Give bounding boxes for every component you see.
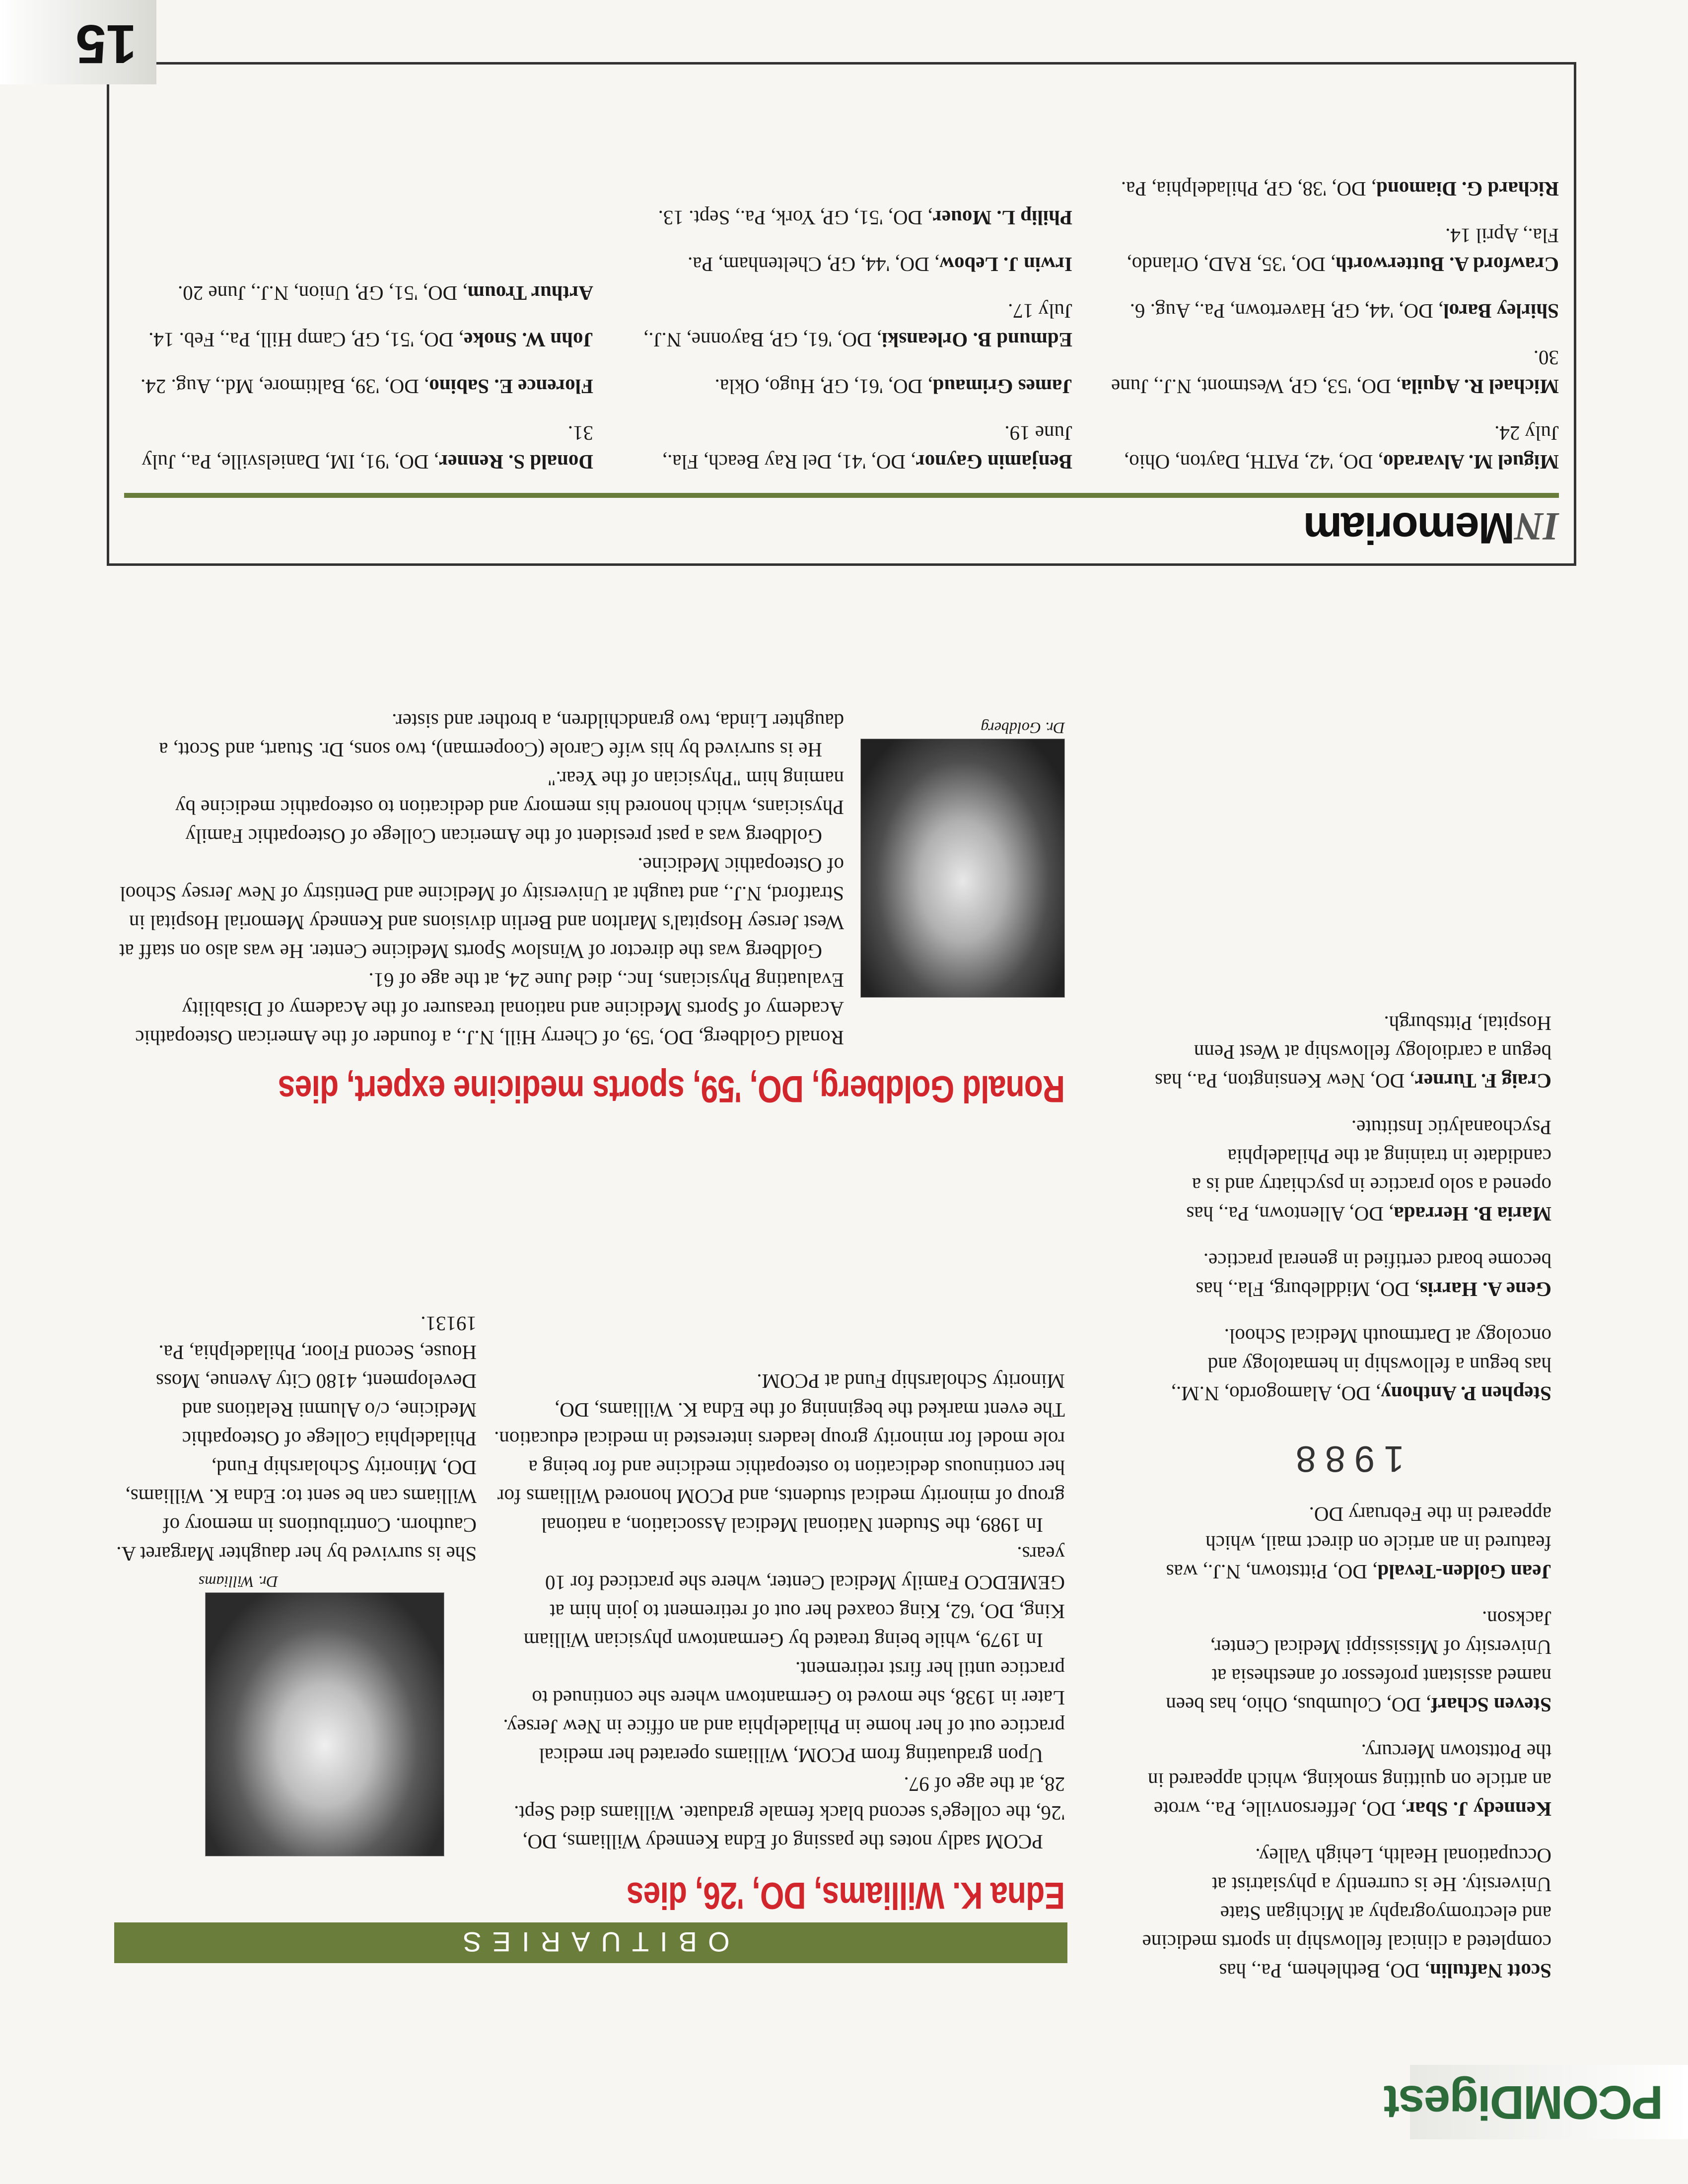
section-label: OBITUARIES [452, 1926, 730, 1958]
memoriam-entry: James Grimaud, DO, '61, GP, Hugo, Okla. [714, 375, 1072, 398]
in-memoriam-title [1304, 503, 1559, 553]
logo-text: PCOMDigest [1384, 2076, 1663, 2129]
in-memoriam-main: Memoriam [1304, 504, 1515, 553]
memoriam-entry: Arthur Troum, DO, '51, GP, Union, N.J., June 20. [178, 282, 593, 305]
goldberg-paragraph: Goldberg was the director of Winslow Sports Medicine Center. He was also on staff at West Jersey Hospital's Marlton and Berlin divisions and Kennedy Memorial Hospital in Stratford, N.J., and taught at University of Medicine and Dentistry of New Jersey School of Osteopathic Medicine. [119, 854, 844, 963]
williams-paragraph: PCOM sadly notes the passing of Edna Kennedy Williams, DO, '26, the college's second black female graduate. Williams died Sept. 28, at the age of 97. [514, 1773, 1065, 1853]
alumni-note: Kennedy J. Sbar, DO, Jeffersonville, Pa., wrote an article on quitting smoking, which appeared in the Pottstown Mercury. [1148, 1740, 1551, 1821]
memoriam-entry: Shirley Barol, DO, '44, GP, Havertown, Pa., Aug. 6. [1129, 300, 1559, 323]
goldberg-photo-caption: Dr. Goldberg [981, 719, 1065, 737]
goldberg-paragraph: Goldberg was a past president of the American College of Osteopathic Family Physicians, which honored his memory and dedication to osteopathic medicine by naming him "Physician of the Year." [175, 767, 844, 848]
alumni-notes-before [1139, 1500, 1551, 1985]
alumni-note: Scott Naftulin, DO, Bethlehem, Pa., has completed a clinical fellowship in sports medicine and electromyography at Michigan State University. He is currently a physiatrist at Occupational Health, Lehigh Valley. [1142, 1844, 1551, 1982]
alumni-note: Gene A. Harris, DO, Middleburg, Fla., has become board certified in general practice. [1196, 1249, 1551, 1301]
section-band [114, 1922, 1067, 1963]
page-number: 15 [75, 13, 137, 74]
memoriam-entry: John W. Snoke, DO, '51, GP, Camp Hill, Pa., Feb. 14. [148, 329, 593, 351]
goldberg-paragraph: Ronald Goldberg, DO, '59, of Cherry Hill, N.J., a founder of the American Osteopathic Academy of Sports Medicine and national treasurer of the Academy of Disability Evaluating Physicians, Inc., died June 24, at the age of 61. [135, 969, 844, 1049]
in-memoriam-frame [107, 62, 1576, 566]
williams-body-col2 [114, 1309, 477, 1569]
williams-body [494, 1367, 1065, 1856]
memoriam-column-1 [1102, 157, 1559, 477]
memoriam-entry: Miguel M. Alvarado, DO, '42, PATH, Dayton, Ohio, July 24. [1124, 422, 1559, 474]
memoriam-entry: Philip L. Mouer, DO, '51, GP, York, Pa., Sept. 13. [658, 206, 1072, 229]
williams-photo-caption: Dr. Williams [198, 1573, 278, 1591]
alumni-note: Maria B. Herrada, DO, Allentown, Pa., has opened a solo practice in psychiatry and is a candidate in training at the Philadelphia Psychoanalytic Institute. [1186, 1116, 1551, 1226]
alumni-notes-after [1139, 1009, 1551, 1408]
memoriam-column-3 [127, 261, 593, 477]
memoriam-entry: Michael R. Aquila, DO, '53, GP, Westmont, N.J., June 30. [1111, 346, 1559, 398]
page-number-tab [0, 0, 156, 84]
williams-headline: Edna K. Williams, DO, '26, dies [627, 1874, 1065, 1916]
goldberg-photo [860, 739, 1065, 998]
goldberg-headline: Ronald Goldberg, DO, '59, sports medicine expert, dies [278, 1068, 1065, 1110]
in-memoriam-prefix: IN [1515, 504, 1559, 548]
alumni-note: Stephen P. Anthony, DO, Alamogordo, N.M., has begun a fellowship in hematology and oncology at Dartmouth Medical School. [1171, 1325, 1551, 1405]
alumni-note: Craig F. Turner, DO, New Kensington, Pa., has begun a cardiology fellowship at West Penn Hospital, Pittsburgh. [1154, 1012, 1551, 1092]
memoriam-entry: Florence E. Sabino, DO, '39, Baltimore, Md., Aug. 24. [140, 375, 593, 398]
memoriam-entry: Edmund B. Orleanski, DO, '61, GP, Bayonne, N.J., July 17. [643, 300, 1072, 351]
memoriam-entry: Donald S. Renner, DO, '91, IM, Danielsville, Pa., July 31. [141, 422, 593, 474]
memoriam-entry: Richard G. Diamond, DO, '38, GP, Philadelphia, Pa. [1121, 178, 1559, 201]
williams-paragraph: In 1989, the Student National Medical Association, a national group of minority medical students, and PCOM honored Williams for her continuous dedication to osteopathic medicine and for being a role model for minority group leaders interested in medical education. The event marked the beginning of the Edna K. Williams, DO, Minority Scholarship Fund at PCOM. [494, 1370, 1065, 1537]
memoriam-column-2 [626, 186, 1072, 477]
goldberg-paragraph: He is survived by his wife Carole (Cooperman), two sons, Dr. Stuart, and Scott, a daughter Linda, two grandchildren, a brother and sister. [159, 710, 844, 761]
williams-paragraph: She is survived by her daughter Margaret A. Cauthorn. Contributions in memory of Williams can be sent to: Edna K. Williams, DO, Minority Scholarship Fund, Philadelphia College of Osteopathic Medicine, c/o Alumni Relations and Development, 4180 City Avenue, Moss House, Second Floor, Philadelphia, Pa. 19131. [116, 1312, 477, 1566]
alumni-note: Jean Golden-Tevald, DO, Pittstown, N.J., was featured in an article on direct mail, which appeared in the February DO. [1166, 1503, 1551, 1583]
goldberg-body [114, 707, 844, 1052]
alumni-note: Steven Scharf, DO, Columbus, Ohio, has been named assistant professor of anesthesia at University of Mississippi Medical Center, Jackson. [1166, 1607, 1551, 1716]
year-heading: 1988 [1286, 1438, 1405, 1480]
in-memoriam-rule [124, 493, 1559, 498]
memoriam-entry: Benjamin Gaynor, DO, '41, Del Ray Beach, Fla., June 19. [662, 422, 1072, 474]
williams-photo [205, 1592, 444, 1856]
memoriam-entry: Crawford A. Butterworth, DO, '35, RAD, Orlando, Fla., April 14. [1126, 224, 1559, 276]
williams-paragraph: In 1979, while being treated by Germantown physician William King, DO, '62, King coaxed her out of retirement to join him at GEMEDCO Family Medical Center, where she practiced for 10 years. [523, 1543, 1065, 1652]
masthead-logo [1384, 2065, 1688, 2139]
williams-paragraph: Upon graduating from PCOM, Williams operated her medical practice out of her home in Philadelphia and an office in New Jersey. Later in 1938, she moved to Germantown where she continued to practice until her first retirement. [503, 1658, 1065, 1767]
memoriam-entry: Irwin J. Lebow, DO, '44, GP, Cheltenham, Pa. [687, 253, 1072, 276]
